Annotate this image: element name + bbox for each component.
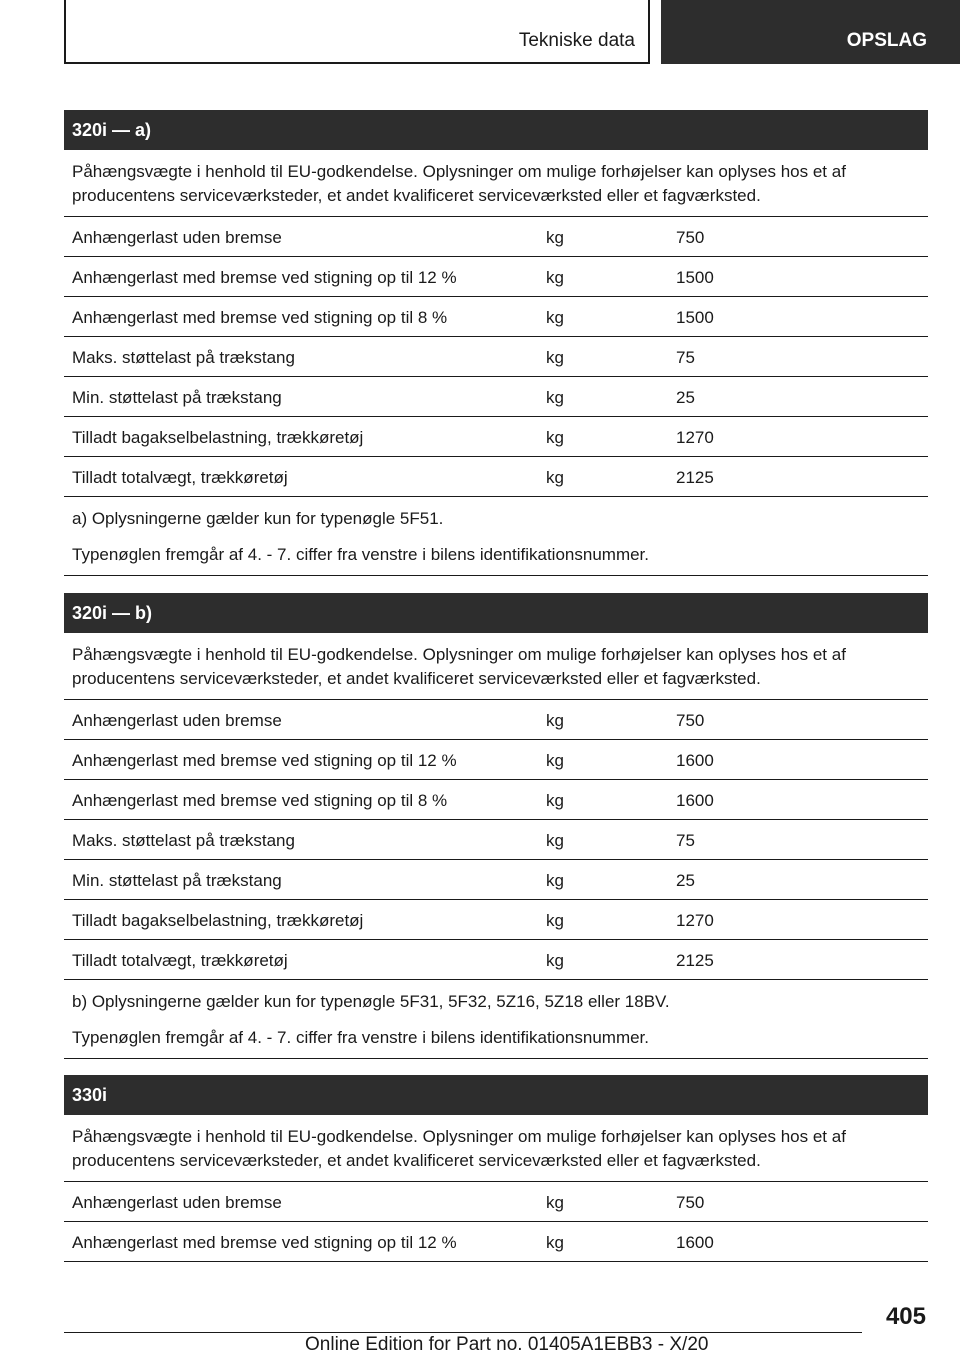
row-label: Anhængerlast uden bremse xyxy=(72,228,282,247)
row-label: Tilladt totalvægt, trækkøretøj xyxy=(72,468,288,487)
row-label: Min. støttelast på trækstang xyxy=(72,388,282,407)
tab-tekniske-data[interactable]: Tekniske data xyxy=(518,30,635,51)
row-unit: kg xyxy=(546,951,564,970)
footnote-applicability: a) Oplysningerne gælder kun for typenøgle 5F51. xyxy=(72,509,444,528)
row-unit: kg xyxy=(546,871,564,890)
row-label: Tilladt bagakselbelastning, trækkøretøj xyxy=(72,428,364,447)
table-row xyxy=(64,740,928,780)
table-heading: 330i xyxy=(64,1075,928,1115)
spec-table-320i-b xyxy=(64,593,928,1059)
header-left-border xyxy=(64,0,66,64)
row-value: 1500 xyxy=(676,308,714,327)
table-row xyxy=(64,780,928,820)
row-value: 1270 xyxy=(676,911,714,930)
row-value: 2125 xyxy=(676,951,714,970)
row-label: Anhængerlast med bremse ved stigning op til 12 % xyxy=(72,1233,457,1252)
row-label: Anhængerlast med bremse ved stigning op til 12 % xyxy=(72,268,457,287)
footnote-type-key: Typenøglen fremgår af 4. - 7. ciffer fra venstre i bilens identifikationsnummer. xyxy=(72,1028,650,1047)
table-footnote xyxy=(64,980,928,1059)
table-description: Påhængsvægte i henhold til EU-godkendelse. Oplysninger om mulige forhøjelser kan oplyses hos et af producentens serviceværksteder, et andet kvalificeret serviceværksted eller et fagværksted. xyxy=(64,150,928,217)
tab-opslag[interactable] xyxy=(661,0,960,64)
table-heading: 320i — b) xyxy=(64,593,928,633)
row-unit: kg xyxy=(546,1233,564,1252)
row-unit: kg xyxy=(546,428,564,447)
table-row xyxy=(64,940,928,980)
row-label: Tilladt bagakselbelastning, trækkøretøj xyxy=(72,911,364,930)
row-unit: kg xyxy=(546,711,564,730)
row-label: Anhængerlast med bremse ved stigning op til 8 % xyxy=(72,791,448,810)
row-label: Maks. støttelast på trækstang xyxy=(72,831,295,850)
row-label: Maks. støttelast på trækstang xyxy=(72,348,295,367)
spec-table-330i xyxy=(64,1075,928,1262)
row-label: Anhængerlast uden bremse xyxy=(72,1193,282,1212)
table-row xyxy=(64,457,928,497)
table-row xyxy=(64,377,928,417)
row-label: Anhængerlast med bremse ved stigning op til 8 % xyxy=(72,308,448,327)
row-unit: kg xyxy=(546,468,564,487)
row-unit: kg xyxy=(546,791,564,810)
footer-rule xyxy=(64,1332,862,1333)
row-label: Anhængerlast med bremse ved stigning op til 12 % xyxy=(72,751,457,770)
table-heading: 320i — a) xyxy=(64,110,928,150)
row-value: 1500 xyxy=(676,268,714,287)
row-unit: kg xyxy=(546,831,564,850)
row-value: 25 xyxy=(676,388,695,407)
row-value: 2125 xyxy=(676,468,714,487)
row-value: 75 xyxy=(676,348,695,367)
row-value: 25 xyxy=(676,871,695,890)
row-unit: kg xyxy=(546,911,564,930)
footnote-applicability: b) Oplysningerne gælder kun for typenøgle 5F31, 5F32, 5Z16, 5Z18 eller 18BV. xyxy=(72,992,670,1011)
row-value: 750 xyxy=(676,228,705,247)
row-unit: kg xyxy=(546,308,564,327)
table-row xyxy=(64,257,928,297)
table-row xyxy=(64,700,928,740)
row-value: 75 xyxy=(676,831,695,850)
row-unit: kg xyxy=(546,1193,564,1212)
row-value: 1600 xyxy=(676,1233,714,1252)
footnote-type-key: Typenøglen fremgår af 4. - 7. ciffer fra venstre i bilens identifikationsnummer. xyxy=(72,545,650,564)
row-label: Min. støttelast på trækstang xyxy=(72,871,282,890)
row-value: 750 xyxy=(676,1193,705,1212)
row-value: 750 xyxy=(676,711,705,730)
table-row xyxy=(64,337,928,377)
table-row xyxy=(64,297,928,337)
page-number: 405 xyxy=(885,1303,926,1330)
header-bottom-rule xyxy=(64,62,648,64)
header-tab-divider xyxy=(648,0,650,64)
row-unit: kg xyxy=(546,751,564,770)
table-row xyxy=(64,217,928,257)
row-value: 1600 xyxy=(676,751,714,770)
row-value: 1270 xyxy=(676,428,714,447)
tab-opslag-label: OPSLAG xyxy=(846,30,927,51)
table-footnote xyxy=(64,497,928,576)
row-value: 1600 xyxy=(676,791,714,810)
row-unit: kg xyxy=(546,228,564,247)
row-label: Anhængerlast uden bremse xyxy=(72,711,282,730)
table-description: Påhængsvægte i henhold til EU-godkendelse. Oplysninger om mulige forhøjelser kan oplyses hos et af producentens serviceværksteder, et andet kvalificeret serviceværksted eller et fagværksted. xyxy=(64,1115,928,1182)
table-description: Påhængsvægte i henhold til EU-godkendelse. Oplysninger om mulige forhøjelser kan oplyses hos et af producentens serviceværksteder, et andet kvalificeret serviceværksted eller et fagværksted. xyxy=(64,633,928,700)
spec-table-320i-a xyxy=(64,110,928,576)
row-label: Tilladt totalvægt, trækkøretøj xyxy=(72,951,288,970)
table-row xyxy=(64,820,928,860)
edition-note: Online Edition for Part no. 01405A1EBB3 - X/20 xyxy=(305,1334,709,1355)
row-unit: kg xyxy=(546,268,564,287)
row-unit: kg xyxy=(546,388,564,407)
table-row xyxy=(64,417,928,457)
table-row xyxy=(64,900,928,940)
table-row xyxy=(64,860,928,900)
table-row xyxy=(64,1182,928,1222)
row-unit: kg xyxy=(546,348,564,367)
table-row xyxy=(64,1222,928,1262)
